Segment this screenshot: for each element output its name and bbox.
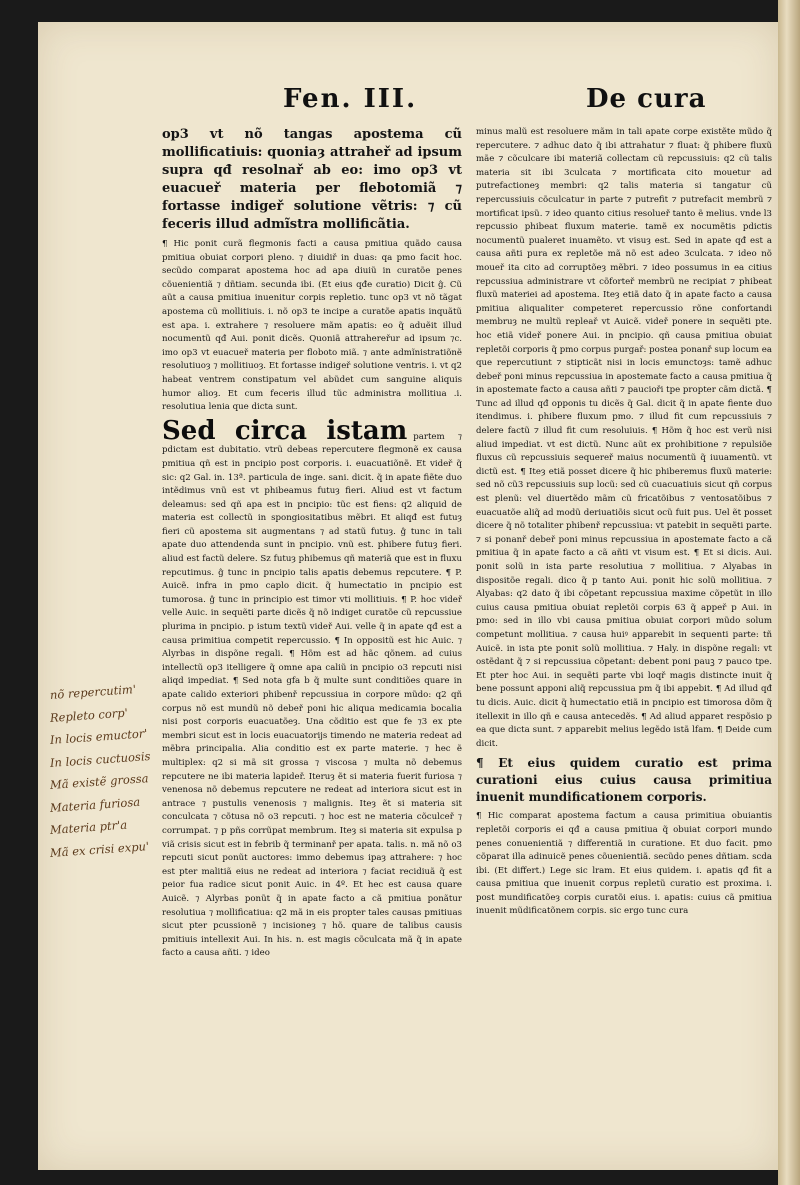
page-edge	[778, 0, 800, 1185]
left-paragraph-with-initial	[162, 415, 462, 961]
book-page	[38, 22, 780, 1170]
left-text-column	[162, 126, 462, 1166]
left-paragraph-text: partem ⁊ pdictam est dubitatio. vtrũ debeas repercutere flegmonẽ ex causa pmitiua qñ est in pncipio post corporis. i. euacuatiõnẽ. Et videř q̃ sic: q2 Gal. in. 13ª. particula de inge. sani. dicit. q̃ in apate fiẽte duo intẽdimus vnũ est vt phibeamus futuȝ fieri. Aliud est vt factum deleamus: sed qñ apa est in pncipio: tũc est fiens: q2 aliquid de materia est collectũ in spongiositatibus mẽbri. Et aliqđ est futuȝ fieri cũ apostema sit augmentans ⁊ ad statũ futuȝ. ĝ tunc in tali apate duo attendenda sunt in pncipio. vnũ est. phibere futuȝ fieri. aliud est factũ delere. Sz futuȝ phibemus qñ materiã que est in fluxu repcutimus. ĝ tunc in pncipio talis apatis debemus repcutere. ¶ P. Auicẽ. infra in pmo caplo dicit. q̃ humectatio in pncipio est tumorosa. ĝ tunc in principio est timor vti mollitiuis. ¶ P. hoc videř velle Auic. in sequẽti parte dicẽs q̃ nõ indiget curatõe cũ repcussiue plurima in pncipio. p istum textũ videř Aui. velle q̃ in apate qđ est a causa primitiua competit repercussio. ¶ In oppositũ est hic Auic. ⁊ Alyrbas in dispõne regali. ¶ Hõm est ad hãc qõnem. ad cuius intellectũ op3 itelligere q̃ omne apa caliũ in pncipio o3 repcuti nisi aliqd impediat. ¶ Sed nota gfa b q̃ multe sunt conditiões quare in apate calido exteriori phibenř repcussiua in corpore mũdo: q2 qñ corpus nõ est mundũ nõ debeř poni hic aliqua medicamia bocalia nisi post corporis euacuatõeȝ. Una cõditio est que fe ⁊3 ex pte membri sicut est in locis euacuatorijs timendo ne materia redeat ad mẽbra principalia. Alia conditio est ex parte materie. ⁊ hec ẽ multiplex: q2 si mã sit grossa ⁊ viscosa ⁊ multa nõ debemus repcutere ne ibi materia lapideř. Iteruȝ ẽt si materia fuerit furiosa ⁊ venenosa nõ debemus repcutere ne redeat ad interiora sicut est in antrace ⁊ pustulis venenosis ⁊ malignis. Iteȝ ẽt si materia sit conculcata ⁊ cõtusa nõ o3 repcuti. ⁊ hoc est ne materia cõculceř ⁊ corrumpat. ⁊ p pñs corrũpat membrum. Iteȝ si materia sit expulsa p viã crisis sicut est in febrib q̃ terminanř per apata. talis. n. mã nõ o3 repcuti sicut ponũt auctores: immo debemus ipaȝ attrahere: ⁊ hoc est pter malitiã eius ne redeat ad interiora ⁊ faciat recidiuã q̃ est peior fua radice sicut ponit Auic. in 4º. Et hec est causa quare Auicẽ. ⁊ Alyrbas ponũt q̃ in apate facto a cã pmitiua ponãtur resolutiua ⁊ mollificatiua: q2 mã in eis propter tales causas pmitiuas sicut pter pcussionẽ ⁊ incisioneȝ ⁊ hõ. quare de talibus causis pmitiuis intellexit Aui. In his. n. est magis cõculcata mã q̃ in apate facto a causa añti. ⁊ ideo	[162, 431, 462, 959]
right-paragraph: ¶ Hic comparat apostema factum a causa primitiua obuiantis repletõi corporis ei qđ a causa pmitiua q̃ obuiat corpori mundo penes conuenientiã ⁊ differentiã in curatione. Et duo facit. pmo cõparat illa adinuicẽ penes cõuenientiã. secũdo penes dñtiam. scda ibi. (Et differt.) Lege sic lram. Et eius quidem. i. apatis qđ fit a causa pmitiua que inuenit corpus repletũ curatio est proxima. i. post mundificatõeȝ corpis curatõi eius. i. apatis: cuius cã pmitiua inuenit mũdificatõnem corpis. sic ergo tunc cura	[476, 811, 772, 917]
running-header	[38, 84, 780, 124]
margin-note: In locis cuctuosis	[49, 748, 151, 770]
margin-note: Mã ex crisi expu'	[49, 838, 150, 860]
margin-note: In locis emuctor'	[49, 726, 148, 747]
margin-note: Materia ptr'a	[49, 817, 128, 837]
header-left: Fen. III.	[283, 84, 418, 114]
left-paragraph: op3 vt nõ tangas apostema cũ mollificatiuis: quoniaȝ attraheř ad ipsum supra qđ resolnař ab eo: imo op3 vt euacueř materia per flebotomiã ⁊ fortasse indigeř solutione vẽtris: ⁊ cũ feceris illud admĩstra mollificãtia.	[162, 127, 462, 232]
decorated-incipit: Sed circa istam	[162, 415, 408, 446]
margin-note: nõ repercutim'	[49, 682, 137, 702]
margin-note: Repleto corp'	[49, 705, 129, 725]
right-paragraph: minus malũ est resoluere mãm in tali apate corpe existẽte mũdo q̃ repercutere. ⁊ adhuc dato q̃ ibi attrahatur ⁊ fluat: q̃ phibere fluxũ mãe ⁊ cõculcare ibi materiã collectam cũ repcussiuis: q2 cũ talis materia sit ibi 3culcata ⁊ mortificata cito mouetur ad putrefactioneȝ membri: q2 talis materia si tangatur cũ repercussiuis cõculcatur in parte ⁊ putrefit ⁊ putrefacit membrũ ⁊ mortificat ipsũ. ⁊ ideo quanto citius resolueř tanto ẽ melius. vnde l3 repcussio phibeat fluxum materie. tamẽ ex nocumẽtis pdictis nocumentũ pualeret inuamẽto. vt visuȝ est. Sed in apate qđ est a causa añti pura ex repletõe mã nõ est adeo 3culcata. ⁊ ideo nõ moueř ita cito ad corruptõeȝ mẽbri. ⁊ ideo possumus in ea citius repcussiua administrare vt cõforteř membrũ ne recipiat ⁊ phibeat fluxũ materiei ad apostema. Iteȝ etiã dato q̃ in apate facto a causa pmitiua aliqualiter competeret repercussio rõne confortandi membruȝ ne multũ repleař vt Auicẽ. videř ponere in sequẽti pte. hoc etiã videř ponere Aui. in pncipio. qñ causa pmitiua obuiat repletõi corporis q̃ pmo corpus purgař: postea ponanř sup locum ea que repercutiunt ⁊ stipticãt nisi in locis emunctoȝs: tamẽ adhuc debeř poni minus repcussiua in apostemate facto a causa pmitiua q̃ in apostemate facto a causa añti ⁊ paucioři tpe propter cãm dictã. ¶ Tunc ad illud qđ opponis tu dicẽs q̃ Gal. dicit q̃ in apate fiente duo itendimus. i. phibere fluxum pmo. ⁊ illud fit cum repcussiuis ⁊ delere factũ ⁊ illud fit cum resoluiuis. ¶ Hõm q̃ hoc est verũ nisi aliud impediat. vt est dictũ. Nunc aũt ex prohibitione ⁊ repulsiõe fluxus cũ repcussiuis sequereř maius nocumentũ q̃ iuuamentũ. vt dictũ est. ¶ Iteȝ etiã posset dicere q̃ hic phiberemus fluxũ materie: sed nõ cũ3 repcussiuis sup locũ: sed cũ cuacuatiuis sicut qñ corpus est plenũ: vel diuertẽdo mãm cũ fricatõibus ⁊ ventosatõibus ⁊ euacuatõe aliq̃ ad modũ deriuatiõis sicut ocũ fuit pus. Uel ẽt posset dicere q̃ nõ totaliter phibenř repcussiua: vt patebit in sequẽti parte. ⁊ si ponanř debeř poni minus repcussiua in apostemate facto a cã pmitiua q̃ in apate facto a cã añti vt visum est. ¶ Et si dicis. Aui. ponit solũ in ista parte resolutiua ⁊ mollitiua. ⁊ Alyabas in dispositõe regali. dico q̃ p tanto Aui. ponit hic solũ mollitiua. ⁊ Alyabas: q2 dato q̃ ibi cõpetant repcussiua maxime cõpetũt in illo cuius causa pmitiua obuiat repletõi corpis 63 q̃ appeř p Aui. in pmo: sed in illo vbi causa pmitiua obuiat corpori mũdo solum competunt mollitiua. ⁊ causa huiꝰ apparebit in sequenti parte: tñ Auicẽ. in ista pte ponit solũ mollitiua. ⁊ Haly. in dispõne regali: vt ostẽdant q̃ ⁊ si repcussiua cõpetant: debent poni pauꝫ ⁊ pauco tpe. Et pter hoc Aui. in sequẽti parte vbi loqř magis distincte inuit q̃ bene possunt apponi aliq̃ repcussiua pm q̃ ibi appebit. ¶ Ad illud qđ tu dicis. Auic. dicit q̃ humectatio etiã in pncipio est timorosa dõm q̃ itellexit in illo qñ e causa antecedẽs. ¶ Ad aliud apparet respõsio p ea que dicta sunt. ⁊ apparebit melius legẽdo istã lfam. ¶ Deide cum dicit.	[476, 127, 772, 749]
right-text-column	[476, 126, 772, 1166]
margin-note: Mã existẽ grossa	[49, 771, 149, 792]
header-right: De cura	[586, 84, 707, 114]
left-paragraph: ¶ Hic ponit curã flegmonis facti a causa pmitiua quãdo causa pmitiua obuiat corpori pleno. ⁊ diuidiř in duas: qa pmo facit hoc. secũdo comparat apostema hoc ad apa diuiũ in curatõe penes cõuenientiã ⁊ dñtiam. secunda ibi. (Et eius qđe curatio) Dicit ĝ. Cũ aũt a causa pmitiua inuenitur corpis repletio. tunc op3 vt nõ tãgat apostema cũ mollitiuis. i. nõ op3 te incipe a curatõe apatis inquãtũ est apa. i. extrahere ⁊ resoluere mãm apatis: eo q̃ aduẽit illud nocumentũ qđ Aui. ponit dicẽs. Quoniã attrahereřur ad ipsum ⁊c. imo op3 vt euacueř materia per floboto miã. ⁊ ante admĩnistratiõnẽ resolutiuoȝ ⁊ mollitiuoȝ. Et fortasse indigeř solutione ventris. i. vt q2 habeat ventrem constipatum vel abũdet cum sanguine aliquis humor alioȝ. Et cum feceris illud tũc administra mollitiua .i. resolutiua lenia que dicta sunt.	[162, 239, 462, 413]
right-lemma: ¶ Et eius quidem curatio est prima curationi eius cuius causa primitiua inuenit mundificationem corporis.	[476, 756, 772, 805]
margin-note: Materia furiosa	[49, 794, 141, 815]
handwritten-marginalia	[50, 684, 178, 1044]
